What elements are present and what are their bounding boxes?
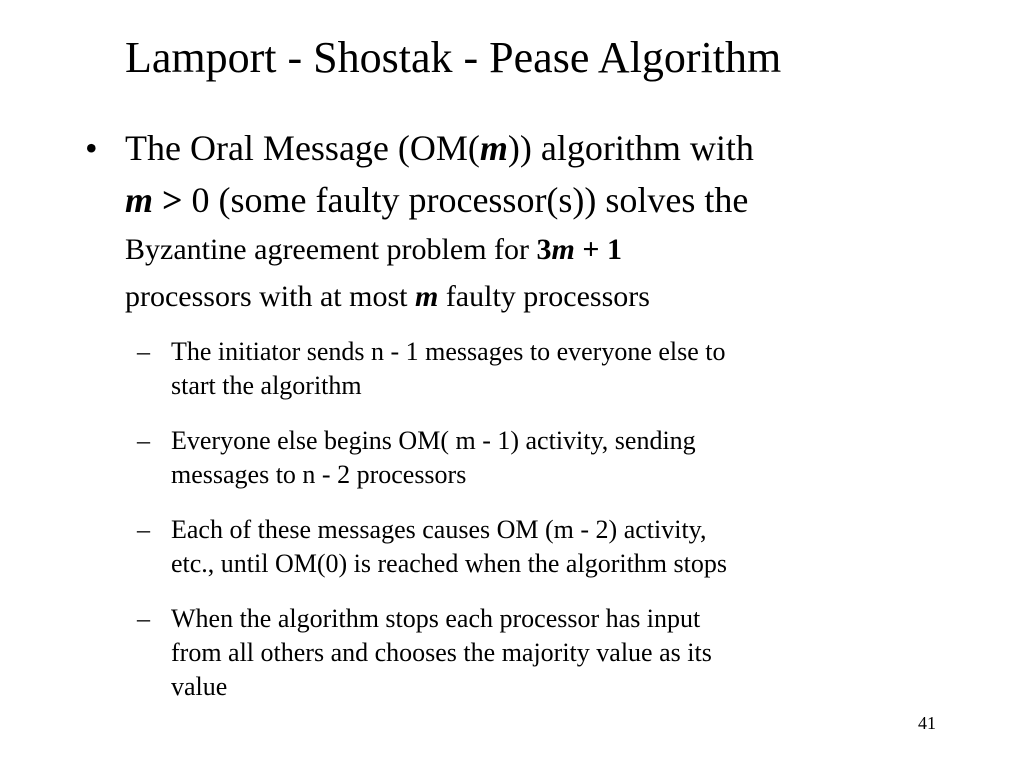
sub-bullet-line: Each of these messages causes OM (m - 2) activity, — [171, 515, 707, 544]
slide-title: Lamport - Shostak - Pease Algorithm — [125, 33, 782, 82]
math-gt: > — [153, 180, 192, 220]
sub-bullet — [125, 513, 925, 581]
math-plus-one: + 1 — [574, 233, 622, 266]
math-3: 3 — [536, 233, 552, 266]
main-bullet-text — [125, 122, 925, 320]
text-span: 0 (some faulty processor(s)) solves the — [191, 180, 749, 220]
sub-bullet — [125, 602, 925, 704]
sub-bullet — [125, 424, 925, 492]
math-m: m — [479, 128, 508, 168]
text-span: The Oral Message (OM( — [125, 128, 480, 168]
sub-bullet-list — [125, 335, 925, 725]
main-bullet-line-1 — [125, 122, 925, 174]
text-span: Byzantine agreement problem for — [125, 233, 537, 266]
sub-bullet-line: The initiator sends n - 1 messages to everyone else to — [171, 337, 726, 366]
sub-bullet-line: etc., until OM(0) is reached when the algorithm stops — [171, 549, 727, 578]
dash-marker: – — [137, 337, 150, 366]
sub-bullet-line: from all others and chooses the majority value as its — [171, 638, 712, 667]
sub-bullet-line: Everyone else begins OM( m - 1) activity, sending — [171, 426, 696, 455]
sub-bullet — [125, 335, 925, 403]
page-number: 41 — [918, 713, 936, 733]
main-bullet-line-3 — [125, 226, 925, 273]
main-bullet-line-2 — [125, 174, 925, 226]
sub-bullet-line: value — [171, 672, 228, 701]
dash-marker: – — [137, 515, 150, 544]
math-m: m — [551, 233, 575, 266]
main-bullet-line-4 — [125, 273, 925, 320]
sub-bullet-line: messages to n - 2 processors — [171, 460, 467, 489]
math-m: m — [414, 280, 439, 313]
text-span: faulty processors — [438, 280, 650, 313]
dash-marker: – — [137, 604, 150, 633]
text-span: processors with at most — [125, 280, 415, 313]
text-span: )) algorithm with — [507, 128, 754, 168]
sub-bullet-line: start the algorithm — [171, 371, 362, 400]
bullet-marker: • — [85, 128, 98, 168]
sub-bullet-line: When the algorithm stops each processor has input — [171, 604, 701, 633]
dash-marker: – — [137, 426, 150, 455]
math-m: m — [125, 180, 154, 220]
